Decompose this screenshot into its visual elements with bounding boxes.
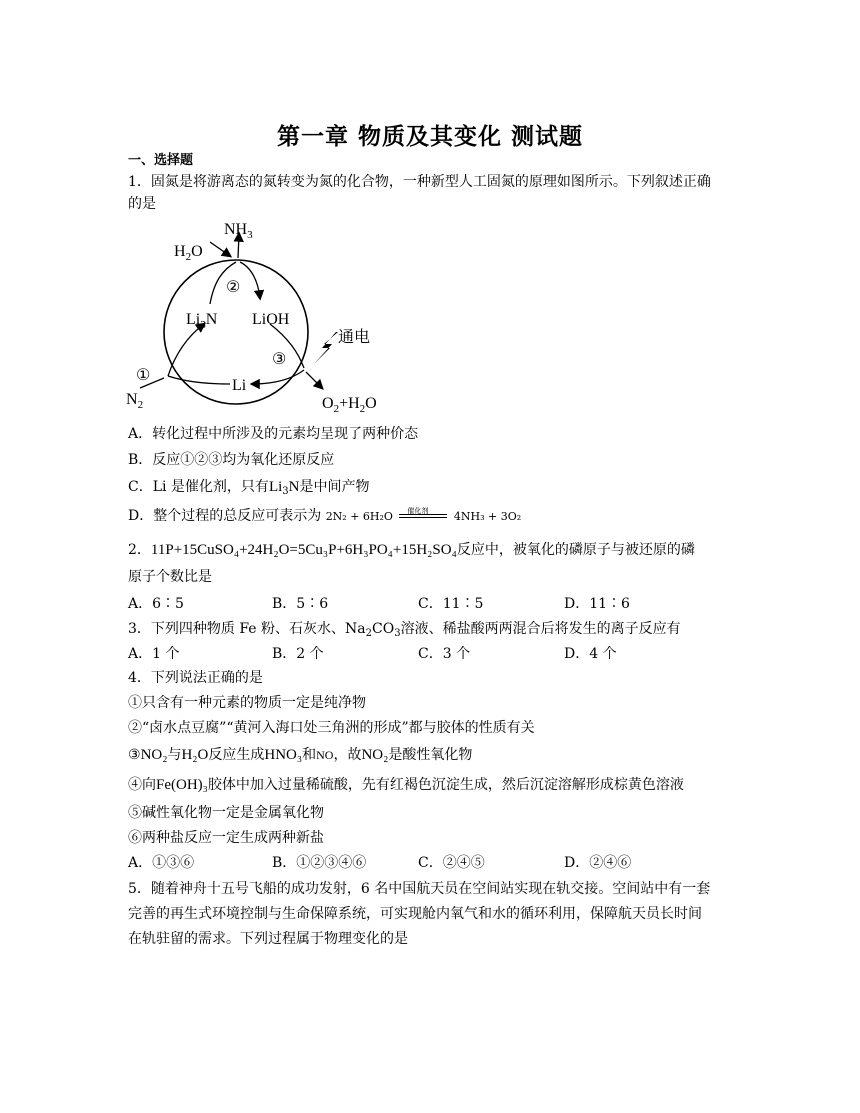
q4-option-d: D．②④⑥ [564,855,632,871]
q2-option-d: D．11∶6 [564,596,630,612]
label-electric: 通电 [338,329,371,346]
q2-equation: 11P+15CuSO₄+24H₂O=5Cu₃P+6H₃PO₄+15H₂SO₄ [150,542,457,558]
label-step1: ① [136,367,151,384]
q4-option-c: C．②④⑤ [418,855,485,871]
q4-statement-1: ①只含有一种元素的物质一定是纯净物 [128,695,366,711]
q4-statement-4: ④向Fe(OH)₃胶体中加入过量稀硫酸，先有红褐色沉淀生成，然后沉淀溶解形成棕黄色溶液 [128,777,684,793]
label-step3: ③ [272,351,287,368]
catalyst-arrow: 催化剂 [397,509,449,523]
h2o-arrow [210,242,230,256]
q2-stem-line2: 原子个数比是 [128,569,212,585]
q5-stem-line2: 完善的再生式环境控制与生命保障系统，可实现舱内氧气和水的循环利用，保障航天员长时间 [128,906,702,922]
section-heading: 一、选择题 [128,153,194,168]
q2-stem-line1: 2．11P+15CuSO₄+24H₂O=5Cu₃P+6H₃PO₄+15H₂SO₄反应中，被氧化的磷原子与被还原的磷 [128,542,695,558]
label-li3n: $Li_3N$ [186,311,218,331]
q1-option-d: D．整个过程的总反应可表示为 2N₂ + 6H₂O 催化剂 4NH₃ + 3O₂ [128,507,522,524]
q2-option-b: B．5∶6 [272,596,329,612]
lightning-icon [314,332,338,364]
q2-option-a: A．6∶5 [128,596,184,612]
q3-option-d: D．4 个 [564,646,617,662]
label-o2-h2o: $O_2+H_2O$ [322,395,377,415]
q4-statement-6: ⑥两种盐反应一定生成两种新盐 [128,830,324,846]
q4-option-a: A．①③⑥ [128,855,195,871]
label-li: Li [232,377,247,394]
q1-option-c: C．Li 是催化剂，只有$Li_3N$是中间产物 [128,479,370,497]
li-to-left-curve [168,376,230,384]
q1-stem-line1: 1．固氮是将游离态的氮转变为氮的化合物，一种新型人工固氮的原理如图所示。下列叙述正确 [128,174,711,190]
q2-option-c: C．11∶5 [418,596,484,612]
q3-option-b: B．2 个 [272,646,324,662]
q4-option-b: B．①②③④⑥ [272,855,367,871]
q1-option-b: B．反应①②③均为氧化还原反应 [128,452,335,468]
top-to-lioh-arrow [240,262,260,298]
q3-option-a: A．1 个 [128,646,180,662]
page-title: 第一章 物质及其变化 测试题 [276,124,583,150]
q4-statement-5: ⑤碱性氧化物一定是金属氧化物 [128,805,324,821]
label-nh3: $NH_3$ [224,221,253,241]
q3-stem: 3．下列四种物质 Fe 粉、石灰水、$Na_2CO_3$溶液、稀盐酸两两混合后将发生的离子反应有 [128,621,681,639]
label-lioh: LiOH [252,311,290,328]
q1-option-a: A．转化过程中所涉及的元素均呈现了两种价态 [128,426,419,442]
label-step2: ② [226,279,241,296]
q5-stem-line1: 5．随着神舟十五号飞船的成功发射，6 名中国航天员在空间站实现在轨交接。空间站中有一套 [128,881,711,897]
q3-option-c: C．3 个 [418,646,471,662]
label-h2o: $H_2O$ [174,243,203,263]
q5-stem-line3: 在轨驻留的需求。下列过程属于物理变化的是 [128,931,408,947]
q4-statement-2: ②“卤水点豆腐”“黄河入海口处三角洲的形成”都与胶体的性质有关 [128,720,535,736]
o2-out-arrow [306,372,322,388]
q4-stem: 4．下列说法正确的是 [128,670,263,686]
q1-stem-line2: 的是 [128,196,156,212]
q4-statement-3: ③NO₂与H₂O反应生成HNO₃和NO，故NO₂是酸性氧化物 [128,747,473,763]
label-n2: $N_2$ [126,391,144,411]
nitrogen-fixation-diagram [118,212,408,422]
